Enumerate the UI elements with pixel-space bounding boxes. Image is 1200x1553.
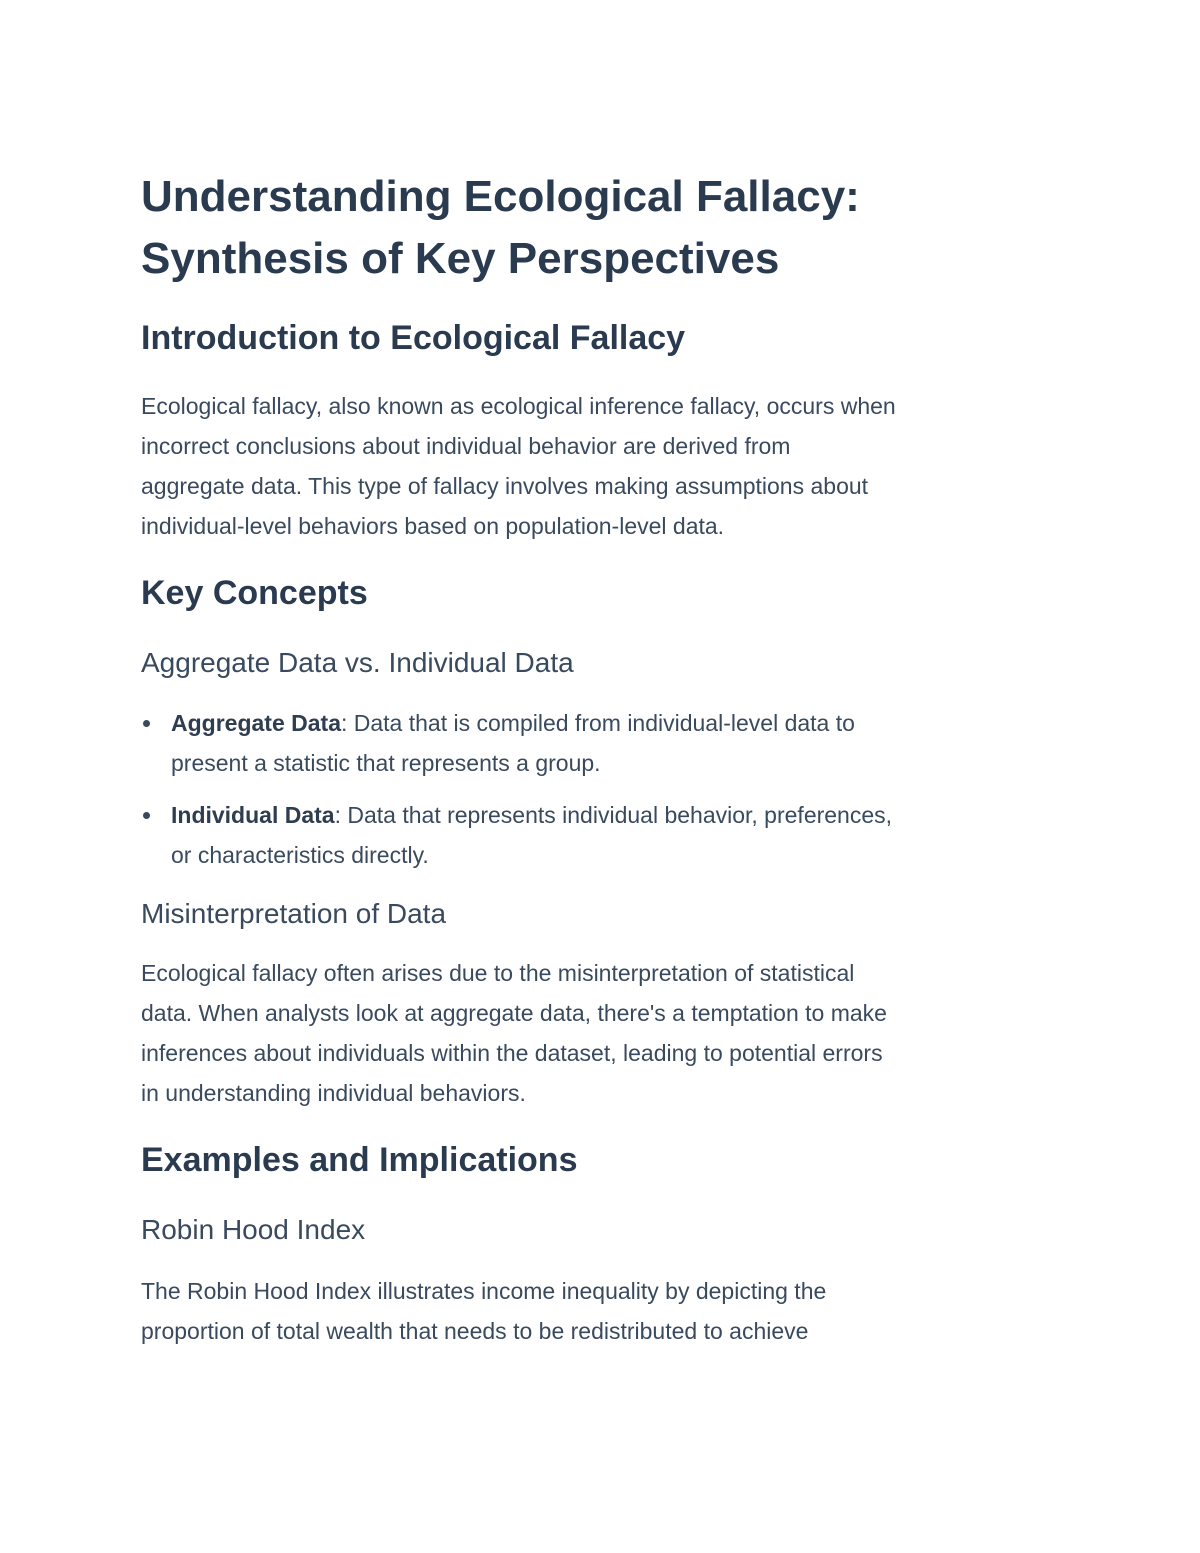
bullet-icon — [143, 812, 150, 819]
title-line: Synthesis of Key Perspectives — [141, 234, 780, 283]
bullet-line — [171, 795, 1071, 835]
paragraph-line: incorrect conclusions about individual behavior are derived from — [141, 433, 791, 459]
paragraph-line: Ecological fallacy, also known as ecological inference fallacy, occurs when — [141, 393, 896, 419]
paragraph-line: The Robin Hood Index illustrates income inequality by depicting the — [141, 1278, 827, 1304]
paragraph-line: aggregate data. This type of fallacy involves making assumptions about — [141, 473, 869, 499]
bullet-term: Individual Data — [171, 802, 335, 828]
bullet-line — [171, 703, 1071, 743]
bullet-line: or characteristics directly. — [171, 842, 429, 868]
subheading-aggregate-vs-individual: Aggregate Data vs. Individual Data — [141, 647, 574, 678]
paragraph-line: proportion of total wealth that needs to be redistributed to achieve — [141, 1318, 809, 1344]
heading-key-concepts: Key Concepts — [141, 574, 368, 612]
subheading-robin-hood-index: Robin Hood Index — [141, 1214, 366, 1245]
paragraph-line: in understanding individual behaviors. — [141, 1080, 526, 1106]
list-item — [141, 795, 1071, 875]
subheading-misinterpretation: Misinterpretation of Data — [141, 898, 447, 929]
title-line: Understanding Ecological Fallacy: — [141, 172, 860, 221]
intro-paragraph — [141, 386, 1071, 546]
heading-examples: Examples and Implications — [141, 1141, 578, 1179]
robin-hood-paragraph — [141, 1271, 1071, 1351]
document-title — [141, 166, 1071, 290]
paragraph-line: Ecological fallacy often arises due to the misinterpretation of statistical — [141, 960, 855, 986]
paragraph-line: data. When analysts look at aggregate data, there's a temptation to make — [141, 1000, 887, 1026]
misinterpretation-paragraph — [141, 953, 1071, 1113]
bullet-text: : Data that represents individual behavior, preferences, — [334, 802, 893, 828]
heading-introduction: Introduction to Ecological Fallacy — [141, 319, 686, 357]
bullet-icon — [143, 720, 150, 727]
bullet-term: Aggregate Data — [171, 710, 341, 736]
paragraph-line: inferences about individuals within the dataset, leading to potential errors — [141, 1040, 883, 1066]
concept-bullet-list — [141, 703, 1071, 887]
bullet-text: : Data that is compiled from individual-level data to — [340, 710, 855, 736]
paragraph-line: individual-level behaviors based on population-level data. — [141, 513, 725, 539]
list-item — [141, 703, 1071, 783]
bullet-line: present a statistic that represents a group. — [171, 750, 601, 776]
